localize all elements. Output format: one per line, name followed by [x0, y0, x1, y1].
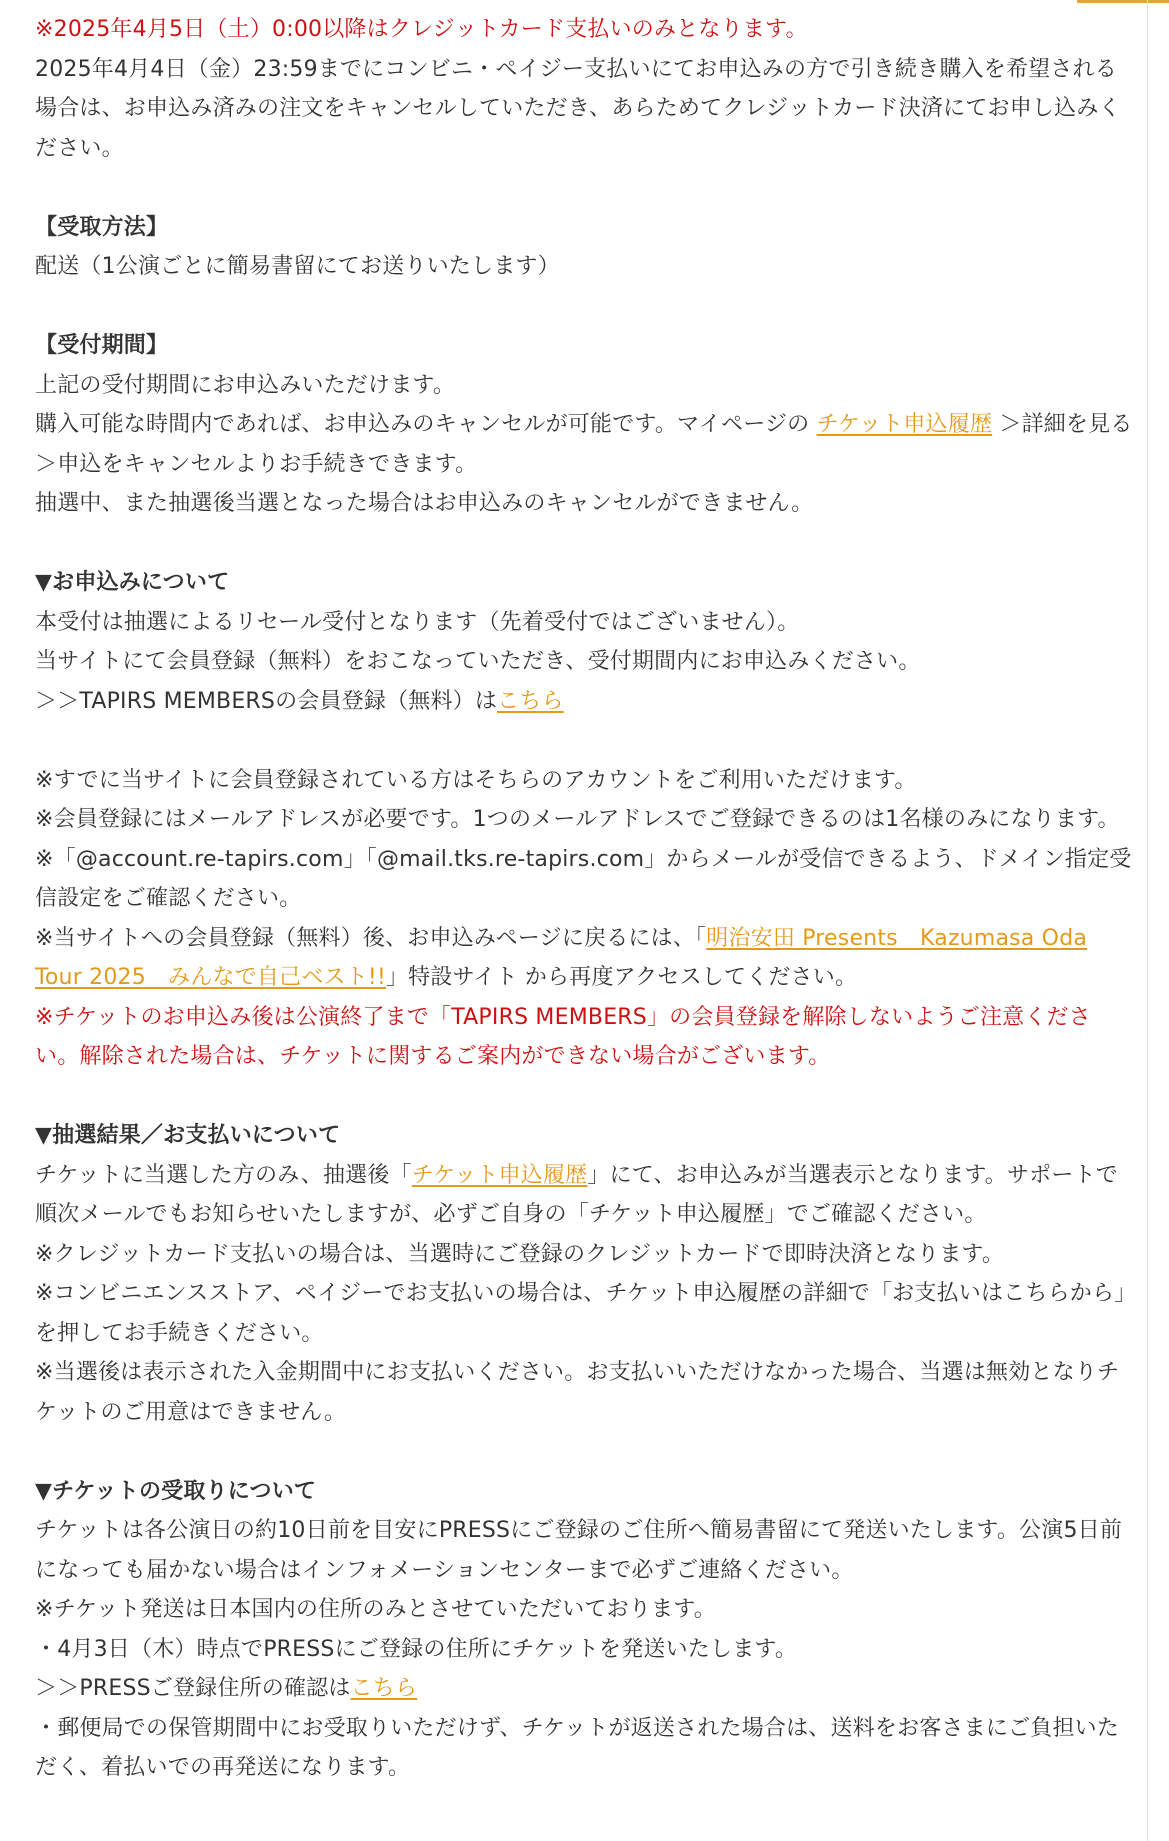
delivery-heading: ▼チケットの受取りについて: [35, 1478, 317, 1504]
result-note-2: ※コンビニエンスストア、ペイジーでお支払いの場合は、チケット申込履歴の詳細で「お支払いはこちらから」を押してお手続きください。: [35, 1281, 1126, 1346]
apply-line-2: 当サイトにて会員登録（無料）をおこなっていただき、受付期間内にお申込みください。: [35, 649, 921, 674]
receive-method-heading: 【受取方法】: [35, 214, 169, 240]
ticket-history-link[interactable]: チケット申込履歴: [816, 412, 993, 437]
period-line-1: 上記の受付期間にお申込みいただけます。: [35, 372, 456, 398]
result-heading: ▼抽選結果／お支払いについて: [35, 1123, 341, 1148]
apply-line-3: ＞＞TAPIRS MEMBERSの会員登録（無料）はこちら: [35, 688, 564, 714]
apply-note-2: ※会員登録にはメールアドレスが必要です。1つのメールアドレスでご登録できるのは1名様のみになります。: [35, 807, 1120, 832]
delivery-note-1: ※チケット発送は日本国内の住所のみとさせていただいております。: [35, 1597, 716, 1622]
ticket-history-link-2[interactable]: チケット申込履歴: [411, 1162, 588, 1188]
ticket-info-content: [35, 10, 1133, 1788]
delivery-bullet-2: ・郵便局での保管期間中にお受取りいただけず、チケットが返送された場合は、送料をお客さまにご負担いただく、着払いでの再発送になります。: [35, 1715, 1120, 1780]
member-register-link[interactable]: こちら: [497, 688, 564, 714]
press-address-link[interactable]: こちら: [350, 1676, 418, 1701]
apply-note-4: ※当サイトへの会員登録（無料）後、お申込みページに戻るには、「明治安田 Presents Kazumasa Oda Tour 2025 みんなで自己ベスト!!」特設サイト から再度アクセスしてください。: [35, 925, 1088, 990]
apply-note-1: ※すでに当サイトに会員登録されている方はそちらのアカウントをご利用いただけます。: [35, 767, 917, 793]
apply-heading: ▼お申込みについて: [35, 570, 230, 595]
credit-only-notice: ※2025年4月5日（土）0:00以降はクレジットカード支払いのみとなります。: [35, 17, 808, 42]
result-note-3: ※当選後は表示された入金期間中にお支払いください。お支払いいただけなかった場合、当選は無効となりチケットのご用意はできません。: [35, 1360, 1120, 1425]
membership-warning: ※チケットのお申込み後は公演終了まで「TAPIRS MEMBERS」の会員登録を解除しないようご注意ください。解除された場合は、チケットに関するご案内ができない場合がございます。: [35, 1004, 1091, 1069]
period-line-3: 抽選中、また抽選後当選となった場合はお申込みのキャンセルができません。: [35, 491, 814, 516]
result-line-1: チケットに当選した方のみ、抽選後「チケット申込履歴」にて、お申込みが当選表示となります。サポートで順次メールでもお知らせいたしますが、必ずご自身の「チケット申込履歴」でご確認ください。: [35, 1162, 1118, 1227]
delivery-line-1: チケットは各公演日の約10日前を目安にPRESSにご登録のご住所へ簡易書留にて発送いたします。公演5日前になっても届かない場合はインフォメーションセンターまで必ずご連絡ください。: [35, 1518, 1123, 1583]
result-note-1: ※クレジットカード支払いの場合は、当選時にご登録のクレジットカードで即時決済となります。: [35, 1241, 1005, 1267]
payment-change-notice: 2025年4月4日（金）23:59までにコンビニ・ペイジー支払いにてお申込みの方で引き続き購入を希望される場合は、お申込み済みの注文をキャンセルしていただき、あらためてクレジットカード決済にてお申し込みください。: [35, 56, 1121, 161]
special-site-link[interactable]: 明治安田 Presents Kazumasa Oda Tour 2025 みんなで自己ベスト!!: [35, 925, 1088, 990]
delivery-line-2: ＞＞PRESSご登録住所の確認はこちら: [35, 1676, 418, 1701]
delivery-bullet-1: ・4月3日（木）時点でPRESSにご登録の住所にチケットを発送いたします。: [35, 1636, 798, 1662]
apply-note-3: ※「@account.re-tapirs.com」「@mail.tks.re-tapirs.com」からメールが受信できるよう、ドメイン指定受信設定をご確認ください。: [35, 846, 1132, 911]
period-heading: 【受付期間】: [35, 333, 169, 358]
apply-line-1: 本受付は抽選によるリセール受付となります（先着受付ではございません）。: [35, 609, 800, 635]
period-line-2: 購入可能な時間内であれば、お申込みのキャンセルが可能です。マイページの チケット申込履歴 ＞詳細を見る＞申込をキャンセルよりお手続きできます。: [35, 412, 1133, 477]
receive-method-text: 配送（1公演ごとに簡易書留にてお送りいたします）: [35, 254, 560, 279]
